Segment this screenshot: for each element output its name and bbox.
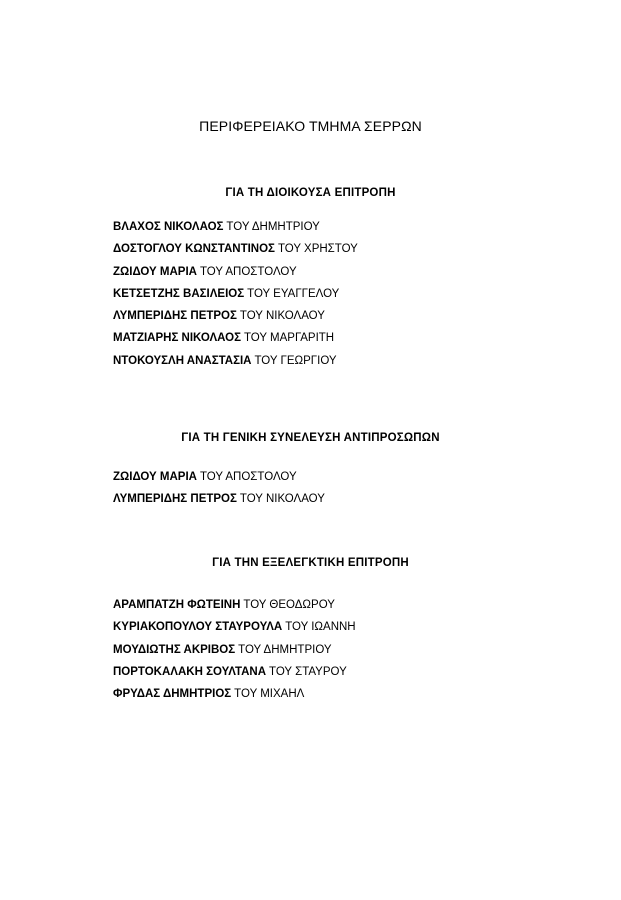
member-name: ΒΛΑΧΟΣ ΝΙΚΟΛΑΟΣ [113,221,224,233]
list-item [113,616,356,638]
list-item [113,661,356,683]
member-name: ΚΕΤΣΕΤΖΗΣ ΒΑΣΙΛΕΙΟΣ [113,287,245,300]
member-patronymic: ΤΟΥ ΣΤΑΥΡΟΥ [269,665,347,678]
member-name: ΠΟΡΤΟΚΑΛΑΚΗ ΣΟΥΛΤΑΝΑ [113,665,267,678]
member-name: ΔΟΣΤΟΓΛΟΥ ΚΩΝΣΤΑΝΤΙΝΟΣ [113,243,275,256]
list-item [113,594,356,616]
member-name: ΑΡΑΜΠΑΤΖΗ ΦΩΤΕΙΝΗ [113,599,241,611]
member-patronymic: ΤΟΥ ΔΗΜΗΤΡΙΟΥ [226,221,320,233]
list-item [113,488,325,510]
member-list-board [113,216,358,372]
member-name: ΚΥΡΙΑΚΟΠΟΥΛΟΥ ΣΤΑΥΡΟΥΛΑ [113,621,283,634]
member-patronymic: ΤΟΥ ΔΗΜΗΤΡΙΟΥ [238,643,332,656]
list-item [113,305,358,327]
member-patronymic: ΤΟΥ ΕΥΑΓΓΕΛΟΥ [247,287,340,300]
member-patronymic: ΤΟΥ ΓΕΩΡΓΙΟΥ [254,354,337,367]
list-item [113,350,358,372]
list-item [113,261,358,283]
document-title: ΠΕΡΙΦΕΡΕΙΑΚΟ ΤΜΗΜΑ ΣΕΡΡΩΝ [199,118,422,134]
member-patronymic: ΤΟΥ ΝΙΚΟΛΑΟΥ [239,493,325,506]
member-patronymic: ΤΟΥ ΜΑΡΓΑΡΙΤΗ [243,332,335,345]
list-item [113,216,358,238]
member-list-audit [113,594,356,705]
list-item [113,283,358,305]
list-item [113,327,358,349]
member-name: ΦΡΥΔΑΣ ΔΗΜΗΤΡΙΟΣ [113,688,232,701]
member-patronymic: ΤΟΥ ΙΩΑΝΝΗ [285,621,356,634]
member-name: ΜΑΤΖΙΑΡΗΣ ΝΙΚΟΛΑΟΣ [113,332,241,345]
member-name: ΛΥΜΠΕΡΙΔΗΣ ΠΕΤΡΟΣ [113,310,237,323]
member-name: ΝΤΟΚΟΥΣΛΗ ΑΝΑΣΤΑΣΙΑ [113,354,252,367]
member-patronymic: ΤΟΥ ΑΠΟΣΤΟΛΟΥ [199,265,297,278]
member-name: ΖΩΙΔΟΥ ΜΑΡΙΑ [113,265,197,278]
section-heading-general-assembly: ΓΙΑ ΤΗ ΓΕΝΙΚΗ ΣΥΝΕΛΕΥΣΗ ΑΝΤΙΠΡΟΣΩΠΩΝ [181,432,440,444]
member-name: ΜΟΥΔΙΩΤΗΣ ΑΚΡΙΒΟΣ [113,643,236,656]
member-name: ΖΩΙΔΟΥ ΜΑΡΙΑ [113,471,197,483]
member-patronymic: ΤΟΥ ΘΕΟΔΩΡΟΥ [243,599,335,611]
list-item [113,683,356,705]
member-patronymic: ΤΟΥ ΑΠΟΣΤΟΛΟΥ [199,471,297,483]
member-list-general-assembly [113,466,325,511]
member-patronymic: ΤΟΥ ΝΙΚΟΛΑΟΥ [239,310,325,323]
list-item [113,238,358,260]
section-heading-board: ΓΙΑ ΤΗ ΔΙΟΙΚΟΥΣΑ ΕΠΙΤΡΟΠΗ [225,187,396,199]
list-item [113,639,356,661]
section-heading-audit: ΓΙΑ ΤΗΝ ΕΞΕΛΕΓΚΤΙΚΗ ΕΠΙΤΡΟΠΗ [212,557,409,569]
member-patronymic: ΤΟΥ ΜΙΧΑΗΛ [234,688,305,701]
member-patronymic: ΤΟΥ ΧΡΗΣΤΟΥ [277,243,358,256]
list-item [113,466,325,488]
member-name: ΛΥΜΠΕΡΙΔΗΣ ΠΕΤΡΟΣ [113,493,237,506]
